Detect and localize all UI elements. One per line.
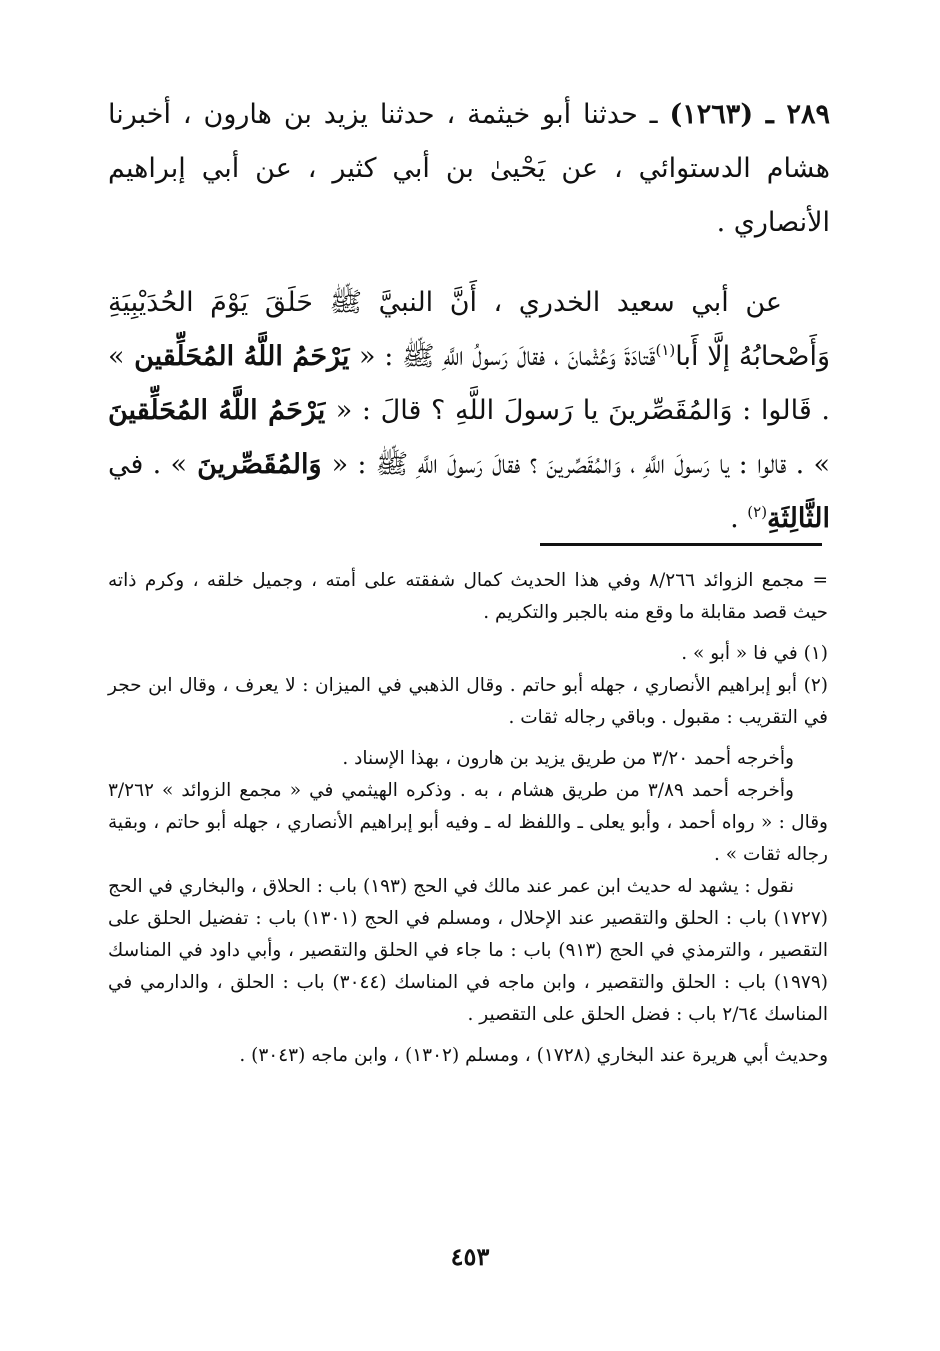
page-number: ٤٥٣ [450,1242,490,1271]
takhrij-paragraph-2: وأخرجه أحمد ٣/٨٩ من طريق هشام ، به . وذكره الهيثمي في « مجمع الزوائد » ٣/٢٦٢ وقال : « رواه أحمد ، وأبو يعلى ـ واللفظ له ـ وفيه أبو إبراهيم الأنصاري ، جهله أبو حاتم ، وبقية رجاله ثقات » . [108,780,828,865]
prophet-speech-3: وَالمُقَصِّرينَ [187,449,332,480]
isnad-text: ـ حدثنا أبو خيثمة ، حدثنا يزيد بن هارون ، أخبرنا هشام الدستوائي ، عن يَحْيىٰ بن أبي كثير ، عن أبي إبراهيم الأنصاري . [108,99,830,238]
hadith-matn [108,276,830,546]
footnote-2: (٢) أبو إبراهيم الأنصاري ، جهله أبو حاتم . وقال الذهبي في الميزان : لا يعرف ، وقال ابن حجر في التقريب : مقبول . وباقي رجاله ثقات . [108,675,828,728]
matn-part-5: » . في [108,449,188,480]
hadith-body [108,88,830,546]
matn-end: . [730,503,748,534]
hadith-isnad [108,88,830,250]
footnote-1: (١) في فا « أبو » . [681,643,828,664]
hadith-number: ٢٨٩ ـ (١٢٦٣) [669,99,830,130]
footnote-ref-2: (٢) [747,503,768,521]
takhrij-paragraph-1: وأخرجه أحمد ٣/٢٠ من طريق يزيد بن هارون ، بهذا الإسناد . [342,748,794,769]
shawahid-paragraph-2: وحديث أبي هريرة عند البخاري (١٧٢٨) ، ومسلم (١٣٠٢) ، وابن ماجه (٣٠٤٣) . [239,1045,828,1066]
prophet-speech-2: يَرْحَمُ اللَّهُ المُحَلِّقينَ [108,395,336,426]
footnote-continuation: = مجمع الزوائد ٨/٢٦٦ وفي هذا الحديث كمال شفقته على أمته ، وجميل خلقه ، وكرم ذاته حيث قصد مقابلة ما وقع منه بالجبر والتكريم . [108,570,829,623]
matn-part-3: » . قَالوا : وَالمُقَصِّرينَ يا رَسولَ اللَّهِ ؟ قالَ : « [108,341,830,426]
matn-part-4: » . قالوا : يا رَسولَ اللَّهِ ، وَالمُقَصِّرينَ ؟ فقالَ رَسولَ اللَّهِ ﷺ : « [331,449,830,480]
matn-part-1: عن أبي سعيد الخدري ، أَنَّ النبيَّ ﷺ حَلَقَ يَوْمَ الحُدَيْبِيَةِ وَأَصْحابُهُ إلَّا أَبا [108,287,830,372]
footnotes [108,565,828,1072]
shawahid-paragraph-1: نقول : يشهد له حديث ابن عمر عند مالك في الحج (١٩٣) باب : الحلاق ، والبخاري في الحج (١٧٢٧) باب : الحلق والتقصير عند الإحلال ، ومسلم في الحج (١٣٠١) باب : تفضيل الحلق على التقصير ، والترمذي في الحج (٩١٣) باب : ما جاء في الحلق والتقصير ، وأبي داود في المناسك (١٩٧٩) باب : الحلق والتقصير ، وابن ماجه في المناسك (٣٠٤٤) باب : الحلق ، والدارمي في المناسك ٢/٦٤ باب : فضل الحلق على التقصير . [108,876,829,1025]
footnote-separator [540,543,822,546]
prophet-speech-1: يَرْحَمُ اللَّهُ المُحَلِّقين [124,341,359,372]
matn-part-2: قَتادَةَ وَعُثْمانَ ، فقالَ رَسولُ اللَّهِ ﷺ : « [358,341,656,372]
footnote-ref-1: (١) [655,341,676,359]
prophet-speech-4: الثَّالِثَةِ [767,503,830,534]
